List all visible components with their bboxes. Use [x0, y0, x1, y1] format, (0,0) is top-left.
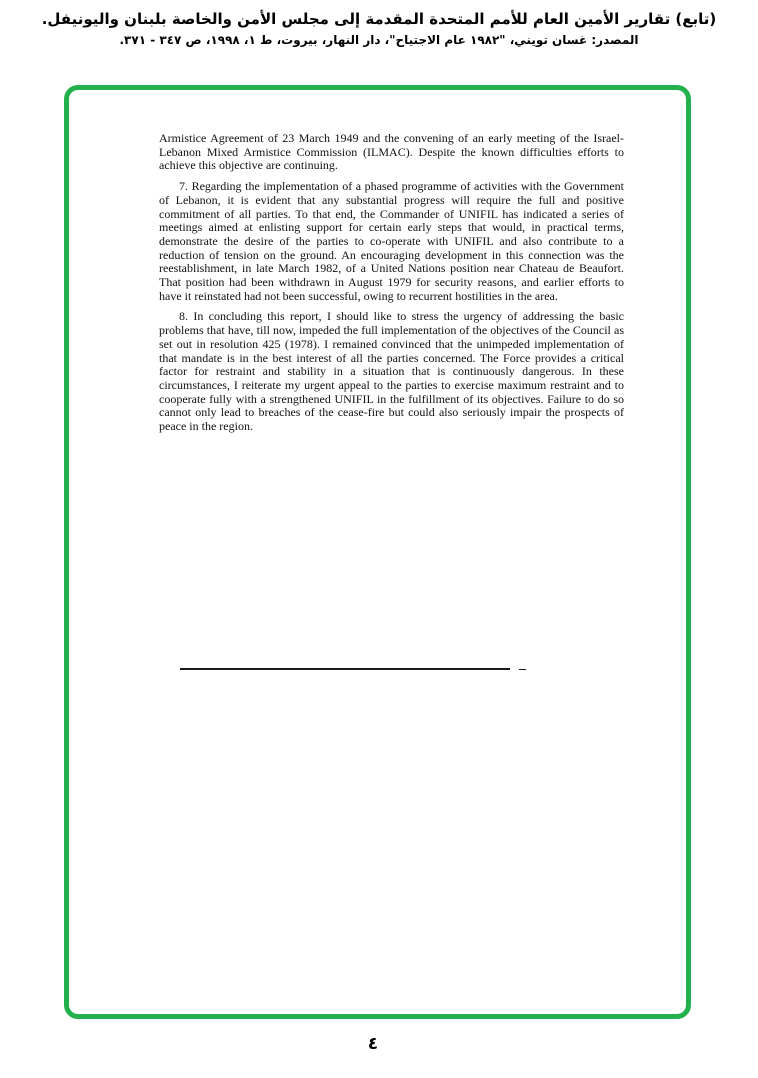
paragraph-8: 8. In concluding this report, I should like to stress the urgency of addressing the basic problems that have, till now, impeded the full implementation of the objectives of the Council as set out in resolution 425 (1978). I remained convinced that the unimpeded implementation of that mandate is in the best interest of all the parties concerned. The Force provides a critical factor for restraint and stability in a situation that is continuously dangerous. In these circumstances, I reiterate my urgent appeal to the parties to exercise maximum restraint and to cooperate fully with a strengthened UNIFIL in the fulfillment of its objectives. Failure to do so cannot only lead to breaches of the cease-fire but could also seriously impair the prospects of peace in the region. [159, 309, 624, 434]
footnote-divider [180, 668, 526, 670]
header-title: (تابع) تقارير الأمين العام للأمم المتحدة المقدمة إلى مجلس الأمن والخاصة بلبنان واليونيفل. [41, 10, 717, 28]
header-source-citation: المصدر: غسان تويني، "١٩٨٢ عام الاجتياح"، دار النهار، بيروت، ط ١، ١٩٩٨، ص ٣٤٧ - ٣٧١. [119, 32, 639, 47]
divider-dash [519, 669, 526, 670]
arabic-header [0, 8, 758, 50]
paragraph-continuation: Armistice Agreement of 23 March 1949 and the convening of an early meeting of the Israel-Lebanon Mixed Armistice Commission (ILMAC). Despite the known difficulties efforts to achieve this objective are continuing. [159, 131, 624, 173]
paragraph-7: 7. Regarding the implementation of a phased programme of activities with the Government of Lebanon, it is evident that any substantial progress will require the full and positive commitment of all parties. To that end, the Commander of UNIFIL has indicated a series of meetings aimed at enlisting support for certain early steps that would, in practical terms, demonstrate the desire of the parties to co-operate with UNIFIL and also contribute to a reduction of tension on the ground. An encouraging development in this connection was the reestablishment, in late March 1982, of a United Nations position near Chateau de Beaufort. That position had been withdrawn in August 1979 for security reasons, and earlier efforts to have it reinstated had not been successful, owing to recurrent hostilities in the area. [159, 179, 624, 303]
green-frame [64, 85, 691, 1019]
page-number: ٤ [367, 1034, 379, 1054]
report-text-block [159, 132, 624, 441]
divider-line [180, 668, 510, 670]
